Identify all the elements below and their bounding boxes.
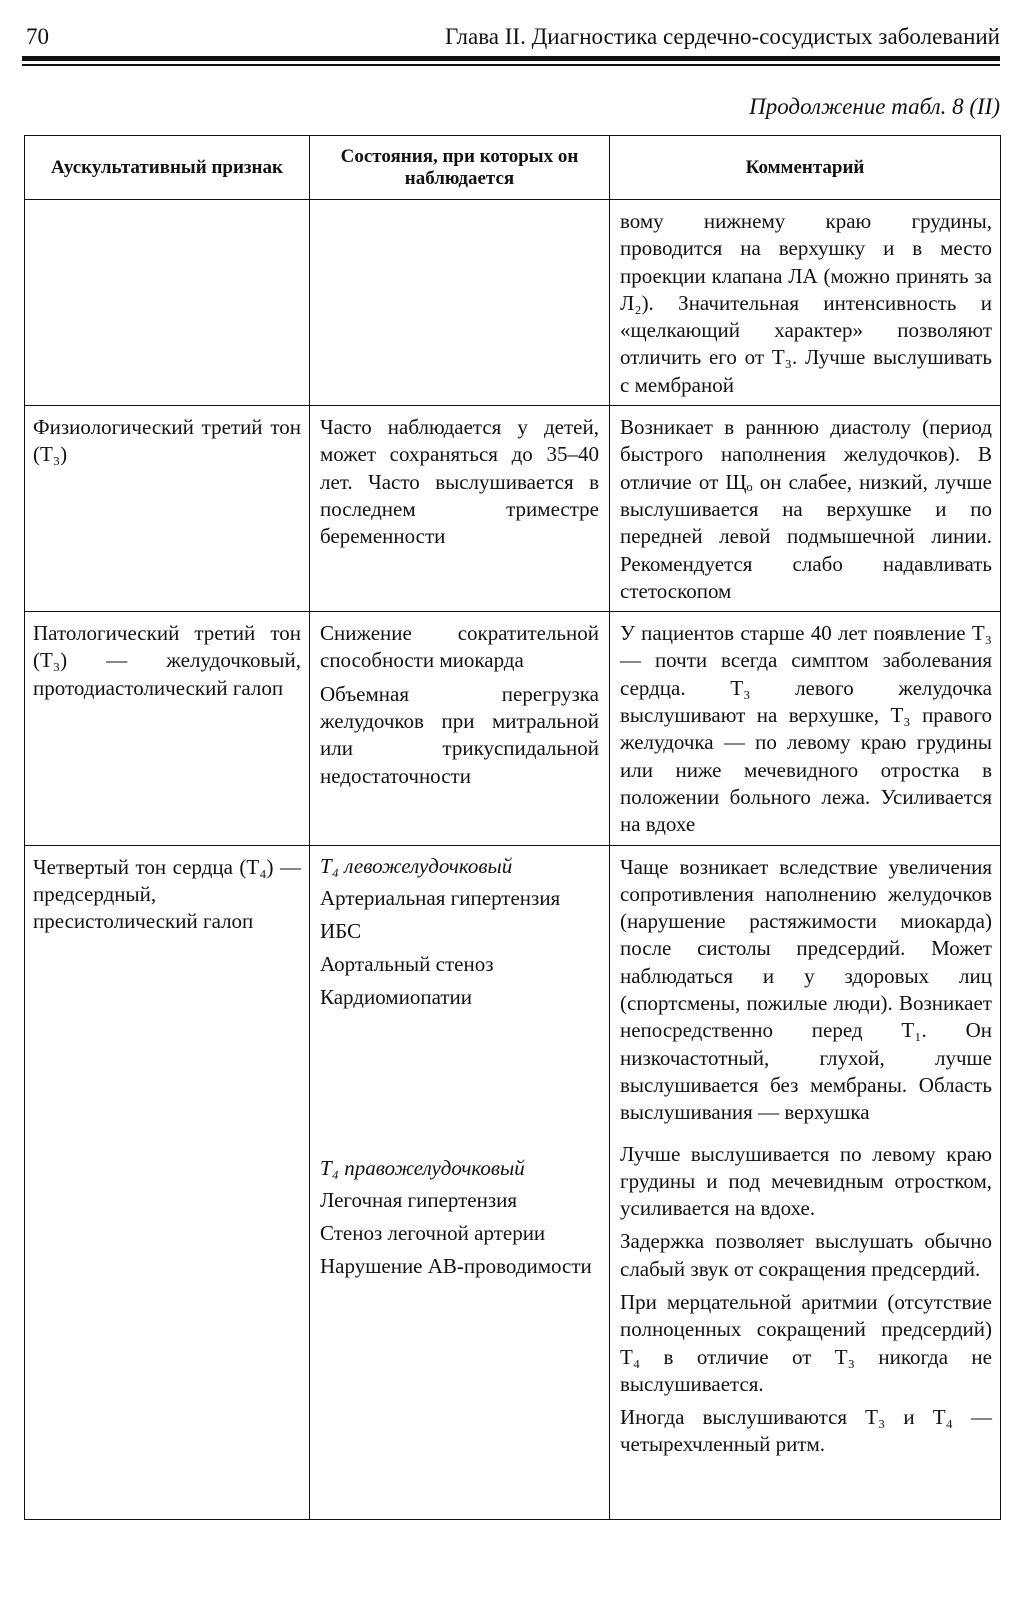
header-rule-thin [22, 64, 1000, 66]
cell-conditions [310, 406, 610, 612]
cell-conditions [310, 200, 610, 406]
table-row [25, 406, 1001, 612]
cell-sign [25, 845, 310, 1519]
subheading-left-ventricular: Т₄ левожелудочковый [320, 853, 513, 878]
cell-sign [25, 406, 310, 612]
sign-text: Физиологический третий тон (Т₃) [33, 415, 301, 467]
cell-comment [610, 406, 1001, 612]
cell-comment [610, 200, 1001, 406]
table-row [25, 200, 1001, 406]
condition-item: Аортальный стеноз [320, 952, 494, 977]
condition-item: Кардиомиопатии [320, 985, 472, 1010]
header-col-sign: Аускультативный признак [25, 136, 310, 200]
cell-sign [25, 612, 310, 845]
auscultation-table [24, 135, 1001, 1520]
conditions-text: Объемная перегрузка желудочков при митральной или трикуспидальной недостаточности [320, 681, 599, 788]
comment-text: Лучше выслушивается по левому краю грудины и под мечевидным отростком, усиливается на вдохе. [620, 1141, 992, 1221]
conditions-text: Часто наблюдается у детей, может сохраняться до 35–40 лет. Часто выслушивается в последнем триместре беременности [320, 415, 599, 549]
subheading-right-ventricular: Т₄ правожелудочковый [320, 1155, 525, 1180]
comment-text: вому нижнему краю грудины, проводится на верхушку и в место проекции клапана ЛА (можно принять за Л₂). Значительная интенсивность и «щелкающий характер» позволяют отличить его от Т₃. Лучше выслушивать с мембраной [620, 209, 992, 397]
conditions-text: Снижение сократительной способности миокарда [320, 621, 599, 673]
table-row [25, 845, 1001, 1519]
cell-conditions [310, 845, 610, 1519]
header-col-comment: Комментарий [610, 136, 1001, 200]
page-header [22, 24, 1000, 54]
condition-item: ИБС [320, 918, 362, 943]
cell-conditions [310, 612, 610, 845]
comment-text: При мерцательной аритмии (отсутствие полноценных сокращений предсердий) Т₄ в отличие от Т₃ никогда не выслушивается. [620, 1289, 992, 1396]
page-number: 70 [26, 24, 49, 49]
comment-text: Задержка позволяет выслушать обычно слабый звук от сокращения предсердий. [620, 1229, 992, 1281]
comment-text: Иногда выслушиваются Т₃ и Т₄ — четырехчленный ритм. [620, 1405, 992, 1457]
comment-text: Возникает в раннюю диастолу (период быстрого наполнения желудочков). В отличие от Щₒ он слабее, низкий, лучше выслушивается на верхушке и по передней левой подмышечной линии. Рекомендуется слабо надавливать стетоскопом [620, 415, 992, 603]
running-title: Глава II. Диагностика сердечно-сосудистых заболеваний [444, 24, 1000, 49]
comment-text: У пациентов старше 40 лет появление Т₃ — почти всегда симптом заболевания сердца. Т₃ левого желудочка выслушивают на верхушке, Т₃ правого желудочка — по левому краю грудины или ниже мечевидного отростка в положении больного лежа. Усиливается на вдохе [620, 621, 992, 837]
table-row [25, 612, 1001, 845]
cell-comment [610, 612, 1001, 845]
condition-item: Стеноз легочной артерии [320, 1221, 546, 1246]
table-header-row [25, 136, 1001, 200]
condition-item: Легочная гипертензия [320, 1187, 518, 1212]
cell-comment [610, 845, 1001, 1519]
table-continuation-label: Продолжение табл. 8 (II) [749, 94, 1000, 119]
comment-text: Чаще возникает вследствие увеличения сопротивления наполнению желудочков (нарушение растяжимости миокарда) после систолы предсердий. Может наблюдаться и у здоровых лиц (спортсмены, пожилые люди). Возникает непосредственно перед Т₁. Он низкочастотный, глухой, лучше выслушивается без мембраны. Область выслушивания — верхушка [620, 854, 992, 1125]
cell-sign [25, 200, 310, 406]
header-rule-thick [22, 56, 1000, 61]
header-col-conditions: Состояния, при которых он наблюдается [310, 136, 610, 200]
sign-text: Патологический третий тон (Т₃) — желудочковый, протодиастолический галоп [33, 621, 301, 700]
condition-item: Нарушение АВ-проводимости [320, 1254, 592, 1279]
condition-item: Артериальная гипертензия [320, 885, 561, 910]
sign-text: Четвертый тон сердца (Т₄) — предсердный, пресистолический галоп [33, 854, 301, 934]
